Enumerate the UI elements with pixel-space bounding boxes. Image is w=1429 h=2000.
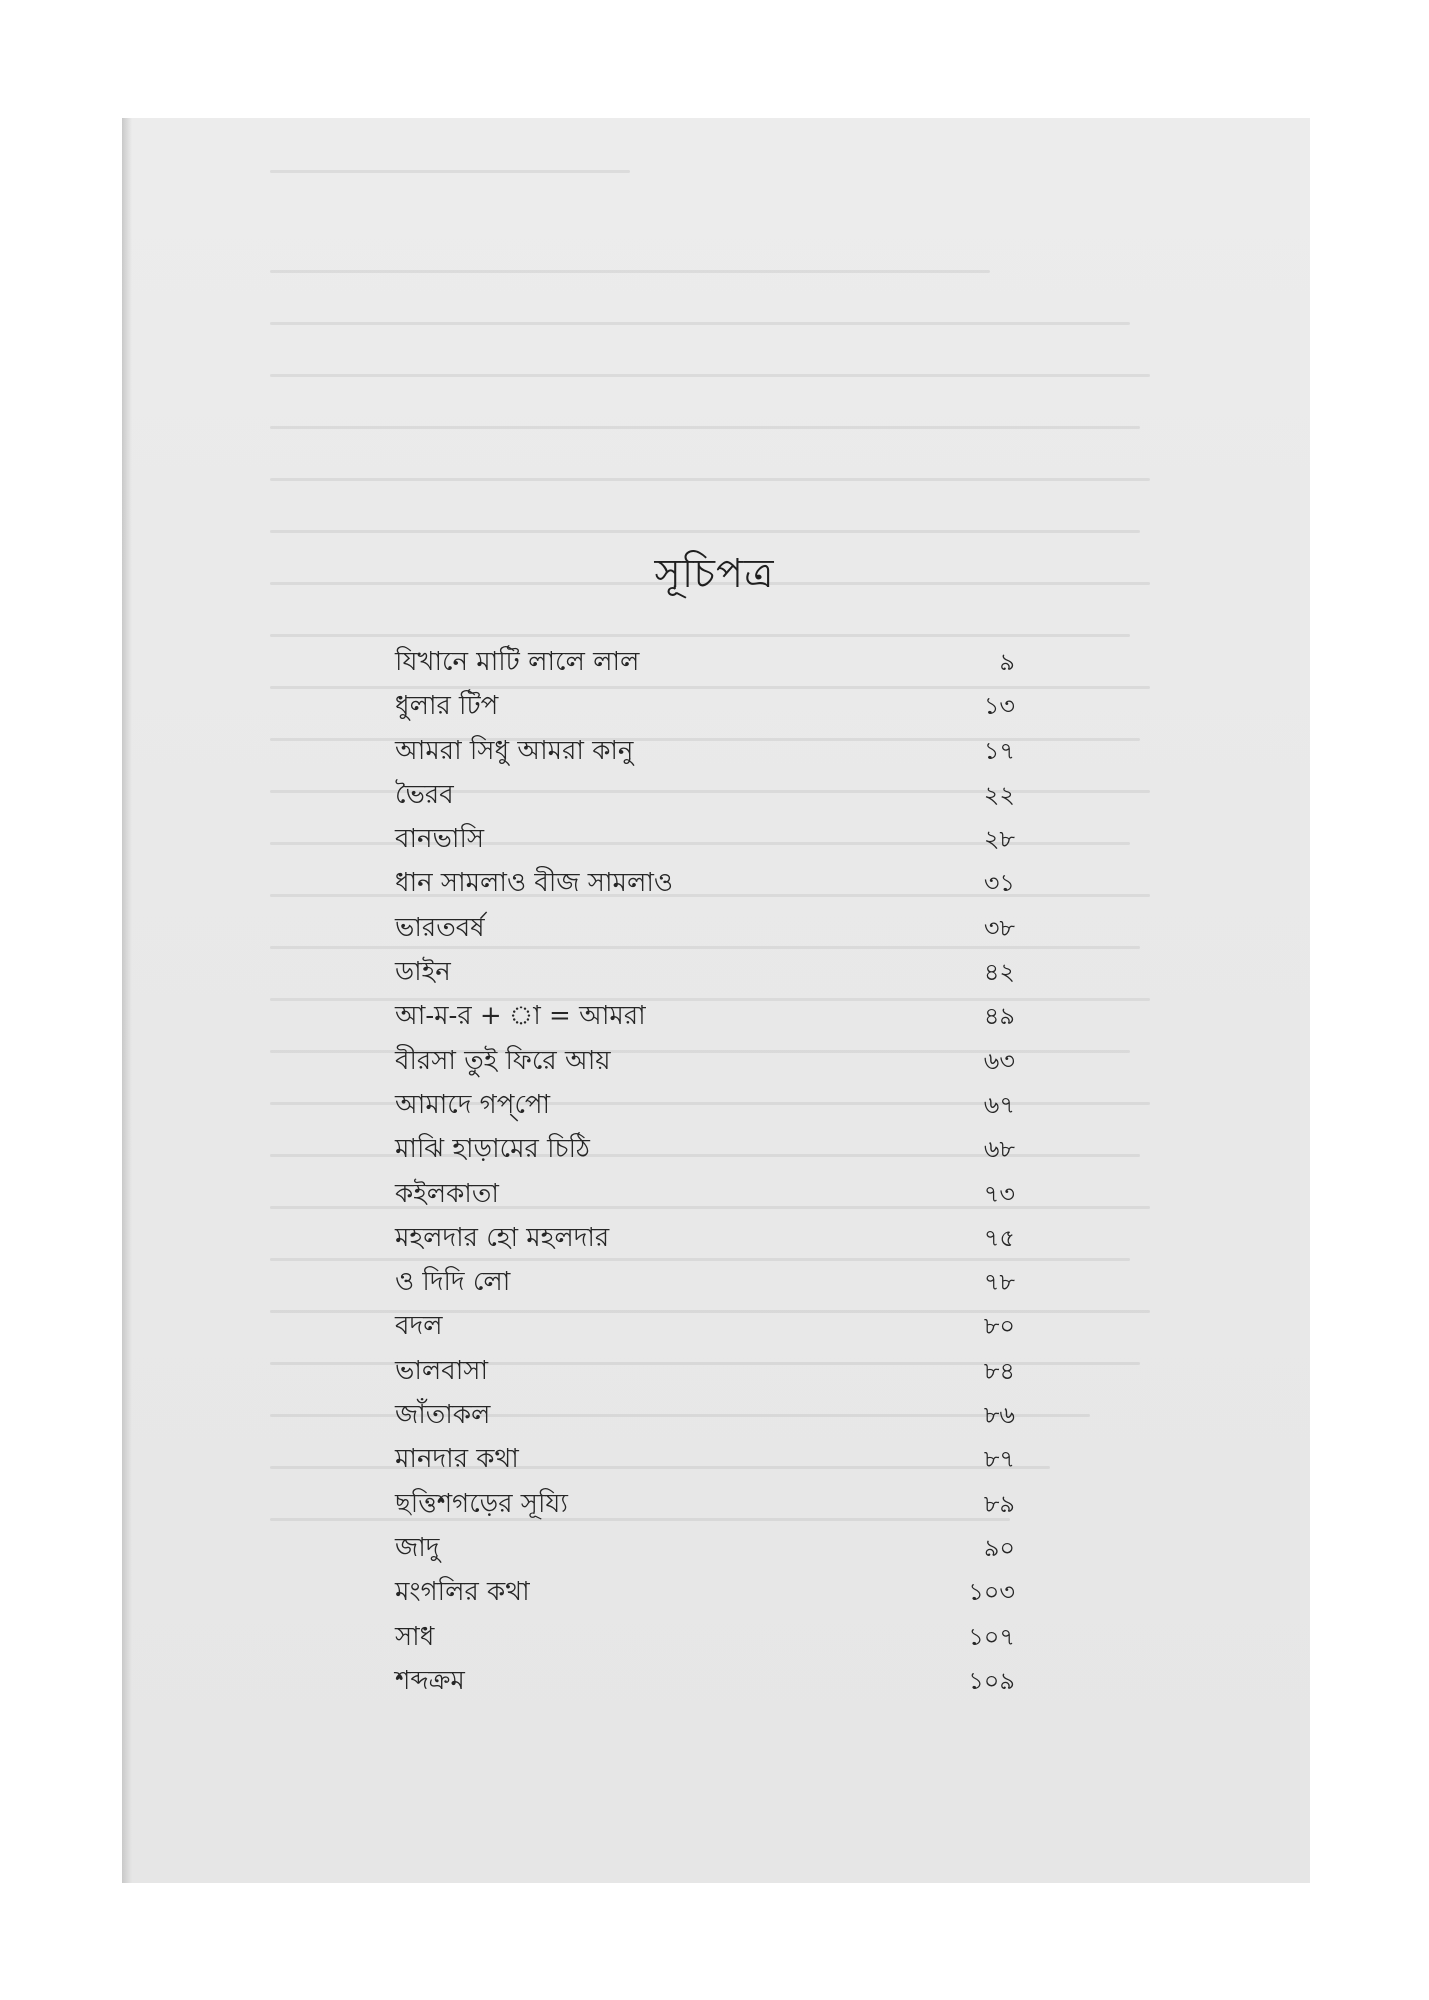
toc-entry-title: ডাইন: [395, 957, 451, 988]
toc-entry-page-number: ৯০: [983, 1533, 1015, 1562]
toc-entry-title: ভালবাসা: [395, 1355, 489, 1386]
toc-entry-page-number: ৮০: [983, 1312, 1015, 1341]
toc-entry-title: মানদার কথা: [395, 1444, 519, 1475]
toc-entry-title: মহলদার হো মহলদার: [395, 1222, 610, 1253]
toc-entry: [395, 950, 1015, 994]
toc-entry: [395, 640, 1015, 684]
toc-entry: [395, 1615, 1015, 1659]
toc-entry-page-number: ২৮: [983, 825, 1015, 854]
toc-entry: [395, 1039, 1015, 1083]
toc-entry-page-number: ৩১: [983, 869, 1015, 898]
toc-entry: [395, 1526, 1015, 1570]
toc-entry-title: শব্দক্রম: [395, 1665, 465, 1696]
toc-entry: [395, 1127, 1015, 1171]
toc-entry: [395, 1482, 1015, 1526]
toc-entry-title: ও দিদি লো: [395, 1267, 511, 1298]
toc-title: সূচিপত্র: [654, 551, 775, 597]
toc-entry: [395, 906, 1015, 950]
toc-entry-title: ভৈরব: [395, 779, 454, 810]
toc-entry-page-number: ৮৯: [983, 1489, 1015, 1518]
toc-entry-title: বীরসা তুই ফিরে আয়: [395, 1045, 611, 1076]
toc-entry-page-number: ১০৯: [968, 1666, 1015, 1695]
toc-entry-page-number: ৭৮: [983, 1268, 1015, 1297]
toc-entry-title: ধুলার টিপ: [395, 691, 499, 722]
toc-entry-title: ছত্তিশগড়ের সূয্যি: [395, 1488, 568, 1519]
toc-entry-title: আ-ম-র + া = আমরা: [395, 1001, 646, 1032]
toc-entry-page-number: ১০৩: [968, 1578, 1015, 1607]
toc-entry-title: বদল: [395, 1311, 443, 1342]
toc-entry-title: বানভাসি: [395, 824, 485, 855]
toc-entry-page-number: ১৩: [983, 692, 1015, 721]
toc-entry: [395, 861, 1015, 905]
toc-entry-page-number: ১৭: [983, 736, 1015, 765]
toc-entry-page-number: ৮৬: [983, 1401, 1015, 1430]
toc-entry: [395, 1216, 1015, 1260]
toc-entry-page-number: ৮৪: [983, 1356, 1015, 1385]
toc-entry: [395, 1570, 1015, 1614]
toc-entry-page-number: ৩৮: [983, 913, 1015, 942]
toc-entry-title: আমাদে গপ্‌পো: [395, 1089, 551, 1120]
toc-entry-title: জাঁতাকল: [395, 1400, 491, 1431]
toc-entry-title: মংগলির কথা: [395, 1577, 530, 1608]
toc-entry: [395, 1083, 1015, 1127]
toc-entry: [395, 994, 1015, 1038]
toc-entry-page-number: ৪২: [983, 958, 1015, 987]
toc-entry-page-number: ৬৮: [983, 1135, 1015, 1164]
toc-entry-page-number: ২২: [983, 780, 1015, 809]
toc-entry-title: কইলকাতা: [395, 1178, 499, 1209]
toc-entry-page-number: ৪৯: [983, 1002, 1015, 1031]
spine-shadow: [122, 118, 132, 1883]
toc-entry: [395, 1349, 1015, 1393]
toc-entry-title: ধান সামলাও বীজ সামলাও: [395, 868, 673, 899]
toc-entry: [395, 773, 1015, 817]
toc-entry: [395, 1437, 1015, 1481]
toc-entry-title: সাধ: [395, 1621, 435, 1652]
toc-entry: [395, 1659, 1015, 1703]
toc-entry-page-number: ৬৭: [983, 1090, 1015, 1119]
toc-entry: [395, 1304, 1015, 1348]
toc-entry-title: ভারতবর্ষ: [395, 912, 485, 943]
toc-entry-title: মাঝি হাড়ামের চিঠি: [395, 1134, 590, 1165]
toc-entry-page-number: ৬৩: [983, 1046, 1015, 1075]
toc-entry-page-number: ৭৩: [983, 1179, 1015, 1208]
toc-entry-title: যিখানে মাটি লালে লাল: [395, 647, 640, 677]
toc-list: [395, 640, 1015, 1703]
toc-entry: [395, 729, 1015, 773]
toc-entry: [395, 684, 1015, 728]
toc-entry-page-number: ৭৫: [983, 1223, 1015, 1252]
toc-entry-page-number: ৯: [999, 648, 1015, 676]
toc-entry-title: আমরা সিধু আমরা কানু: [395, 735, 634, 766]
toc-entry-title: জাদু: [395, 1532, 440, 1563]
toc-entry-page-number: ৮৭: [983, 1445, 1015, 1474]
toc-entry: [395, 1172, 1015, 1216]
toc-entry-page-number: ১০৭: [968, 1622, 1015, 1651]
toc-entry: [395, 817, 1015, 861]
toc-entry: [395, 1393, 1015, 1437]
toc-entry: [395, 1260, 1015, 1304]
